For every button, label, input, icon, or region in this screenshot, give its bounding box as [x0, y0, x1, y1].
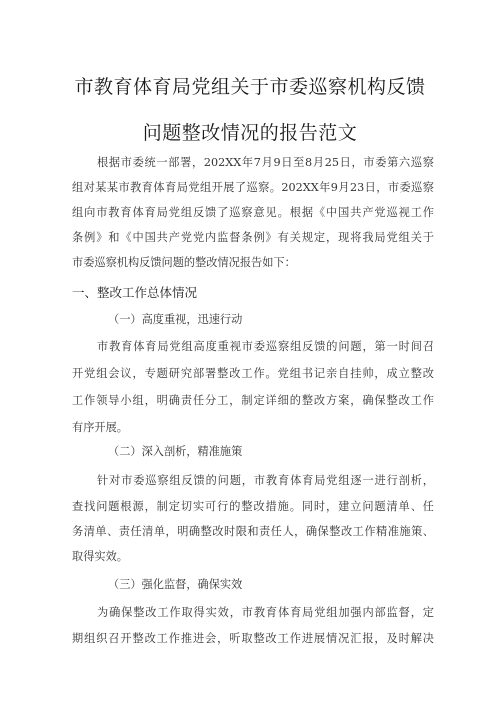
intro-line: 市委巡察机构反馈问题的整改情况报告如下： [72, 256, 296, 269]
paragraph-line: 针对市委巡察组反馈的问题，市教育体育局党组逐一进行剖析， [97, 474, 434, 487]
paragraph-line: 务清单、责任清单，明确整改时限和责任人，确保整改工作精准施策、 [72, 525, 434, 538]
paragraph-line: 有序开展。 [72, 421, 128, 434]
intro-line: 条例》和《中国共产党党内监督条例》有关规定，现将我局党组关于 [72, 231, 434, 244]
section-heading: 一、整改工作总体情况 [72, 285, 198, 300]
intro-line: 组向市教育体育局党组反馈了巡察意见。根据《中国共产党巡视工作 [72, 206, 434, 219]
intro-line: 组对某某市教育体育局党组开展了巡察。202XX年9月23日，市委巡察 [72, 181, 434, 194]
subsection-heading: （一）高度重视，迅速行动 [108, 313, 243, 326]
paragraph-line: 市教育体育局党组高度重视市委巡察组反馈的问题，第一时间召 [97, 340, 434, 353]
paragraph-line: 开党组会议，专题研究部署整改工作。党组书记亲自挂帅，成立整改 [72, 367, 434, 380]
paragraph-line: 取得实效。 [72, 550, 128, 563]
paragraph-line: 期组织召开整改工作推进会，听取整改工作进展情况汇报，及时解决 [72, 632, 434, 645]
subsection-heading: （二）深入剖析，精准施策 [108, 445, 243, 458]
paragraph-line: 查找问题根源，制定切实可行的整改措施。同时，建立问题清单、任 [72, 500, 434, 513]
document-title-line-2: 问题整改情况的报告范文 [142, 122, 358, 144]
intro-line: 根据市委统一部署，202XX年7月9日至8月25日，市委第六巡察 [97, 156, 434, 169]
subsection-heading: （三）强化监督，确保实效 [108, 578, 243, 591]
paragraph-line: 为确保整改工作取得实效，市教育体育局党组加强内部监督，定 [97, 606, 434, 619]
document-title-line-1: 市教育体育局党组关于市委巡察机构反馈 [74, 76, 426, 98]
paragraph-line: 工作领导小组，明确责任分工，制定详细的整改方案，确保整改工作 [72, 394, 434, 407]
